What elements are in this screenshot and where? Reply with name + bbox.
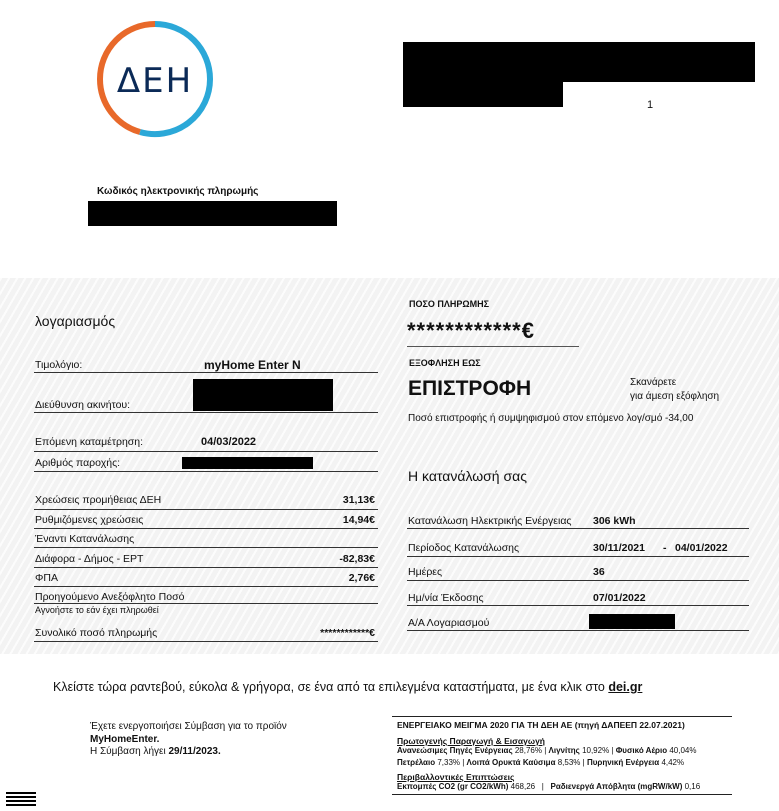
emissions-value: 468,26: [510, 782, 536, 791]
period-label: Περίοδος Κατανάλωσης: [408, 542, 520, 554]
address-label: Διεύθυνση ακινήτου:: [35, 399, 131, 411]
consumption-title: Η κατανάλωσή σας: [408, 468, 527, 484]
charge-label: Διάφορα - Δήμος - ΕΡΤ: [35, 553, 144, 565]
charge-value: 14,94€: [342, 514, 375, 526]
contract-expiry-line: [90, 746, 221, 757]
energy-mix-section-1: Πρωτογενής Παραγωγή & Εισαγωγή: [397, 736, 545, 746]
divider: [407, 346, 579, 347]
next-reading-label: Επόμενη καταμέτρηση:: [35, 436, 144, 448]
period-from: 30/11/2021: [593, 542, 645, 554]
contract-expiry-prefix: Η Σύμβαση λήγει: [90, 746, 166, 757]
divider: [407, 528, 749, 529]
period-to: 04/01/2022: [675, 542, 728, 554]
divider: [34, 528, 378, 529]
due-label: ΕΞΟΦΛΗΣΗ ΕΩΣ: [409, 358, 481, 368]
mix-label: Πυρηνική Ενέργεια: [586, 758, 660, 767]
divider: [34, 372, 378, 373]
mix-label: Πετρέλαιο: [397, 758, 436, 767]
divider: [34, 603, 378, 604]
charge-value: 31,13€: [342, 494, 375, 506]
period-separator: -: [663, 542, 667, 554]
total-label: Συνολικό ποσό πληρωμής: [35, 627, 158, 639]
charge-label: ΦΠΑ: [35, 572, 58, 584]
charge-label: Έναντι Κατανάλωσης: [35, 533, 135, 545]
account-number-label: Α/Α Λογαριασμού: [408, 617, 490, 629]
mix-label: Φυσικό Αέριο: [615, 746, 668, 755]
mix-value: 8,53%: [557, 758, 581, 767]
divider: [407, 605, 749, 606]
energy-mix-row-1: Ανανεώσιμες Πηγές Ενέργειας 28,76% | Λιγνίτης 10,92% | Φυσικό Αέριο 40,04%: [397, 746, 697, 755]
energy-mix-section-2: Περιβαλλοντικές Επιπτώσεις: [397, 772, 515, 782]
charges-note: Αγνοήστε το εάν έχει πληρωθεί: [35, 605, 159, 615]
logo-text: ΔΕΗ: [116, 61, 194, 101]
contract-line-1: Έχετε ενεργοποιήσει Σύμβαση για το προϊόν: [90, 721, 287, 732]
divider: [34, 567, 378, 568]
waste-label: Ραδιενεργά Απόβλητα (mgRW/kW): [550, 782, 683, 791]
mix-value: 7,33%: [437, 758, 461, 767]
tariff-value: myHome Enter N: [204, 358, 301, 372]
scan-line-2: για άμεση εξόφληση: [630, 391, 720, 402]
redacted-supply-number: [182, 457, 313, 469]
charge-label: Προηγούμενο Ανεξόφλητο Ποσό: [35, 591, 185, 603]
days-value: 36: [593, 566, 605, 578]
payment-code-label: Κωδικός ηλεκτρονικής πληρωμής: [97, 186, 259, 197]
page-number: 1: [647, 99, 654, 111]
promo-link[interactable]: dei.gr: [608, 680, 643, 694]
divider: [407, 580, 749, 581]
issue-date-label: Ημ/νία Έκδοσης: [408, 592, 484, 604]
redacted-account-number: [589, 614, 675, 629]
mix-label: Λοιπά Ορυκτά Καύσιμα: [466, 758, 556, 767]
redacted-address: [193, 379, 333, 411]
charge-value: 2,76€: [348, 572, 375, 584]
waste-value: 0,16: [684, 782, 701, 791]
scan-line-1: Σκανάρετε: [630, 377, 677, 388]
divider: [34, 451, 378, 452]
account-title: λογαριασμός: [35, 313, 116, 329]
mix-value: 28,76%: [514, 746, 542, 755]
days-label: Ημέρες: [408, 566, 443, 578]
due-value: ΕΠΙΣΤΡΟΦΗ: [408, 377, 532, 400]
supply-number-label: Αριθμός παροχής:: [35, 457, 121, 469]
charge-label: Χρεώσεις προμήθειας ΔΕΗ: [35, 494, 162, 506]
energy-mix-bottom-rule: [392, 794, 732, 795]
energy-mix-emissions: Εκπομπές CO2 (gr CO2/kWh) 468,26 | Ραδιενεργά Απόβλητα (mgRW/kW) 0,16: [397, 782, 701, 791]
contract-expiry-date: 29/11/2023.: [168, 746, 221, 757]
divider: [34, 641, 378, 642]
dei-logo: [96, 20, 214, 138]
issue-date-value: 07/01/2022: [593, 592, 646, 604]
divider: [34, 586, 378, 587]
energy-value: 306 kWh: [593, 515, 636, 527]
divider: [34, 547, 378, 548]
redacted-address-line: [403, 82, 563, 107]
charge-label: Ρυθμιζόμενες χρεώσεις: [35, 514, 144, 526]
divider: [407, 630, 749, 631]
refund-note: Ποσό επιστροφής ή συμψηφισμού στον επόμενο λογ/σμό -34,00: [408, 413, 694, 424]
amount-value: ************€: [407, 318, 535, 343]
tariff-label: Τιμολόγιο:: [35, 359, 83, 371]
next-reading-value: 04/03/2022: [201, 436, 257, 448]
divider: [34, 509, 378, 510]
emissions-label: Εκπομπές CO2 (gr CO2/kWh): [397, 782, 509, 791]
promo-line: [53, 680, 642, 694]
mix-label: Λιγνίτης: [548, 746, 580, 755]
divider: [407, 556, 749, 557]
redacted-address-block: [403, 42, 755, 82]
mix-value: 4,42%: [661, 758, 685, 767]
energy-mix-top-rule: [392, 716, 732, 717]
divider: [34, 412, 378, 413]
mix-value: 10,92%: [582, 746, 610, 755]
mix-value: 40,04%: [669, 746, 697, 755]
charge-value: -82,83€: [339, 553, 375, 565]
barcode-icon: [6, 792, 36, 806]
promo-text: Κλείστε τώρα ραντεβού, εύκολα & γρήγορα, σε ένα από τα επιλεγμένα καταστήματα, με ένα κλικ στο: [53, 680, 605, 694]
amount-label: ΠΟΣΟ ΠΛΗΡΩΜΗΣ: [409, 299, 490, 309]
total-value: ************€: [320, 627, 375, 639]
energy-label: Κατανάλωση Ηλεκτρικής Ενέργειας: [408, 515, 572, 527]
energy-mix-title: ΕΝΕΡΓΕΙΑΚΟ ΜΕΙΓΜΑ 2020 ΓΙΑ ΤΗ ΔΕΗ ΑΕ (πηγή ΔΑΠΕΕΠ 22.07.2021): [397, 720, 685, 730]
redacted-payment-code: [88, 201, 337, 226]
contract-product: MyHomeEnter.: [90, 734, 160, 745]
energy-mix-row-2: Πετρέλαιο 7,33% | Λοιπά Ορυκτά Καύσιμα 8,53% | Πυρηνική Ενέργεια 4,42%: [397, 758, 685, 767]
mix-label: Ανανεώσιμες Πηγές Ενέργειας: [397, 746, 513, 755]
divider: [34, 471, 378, 472]
